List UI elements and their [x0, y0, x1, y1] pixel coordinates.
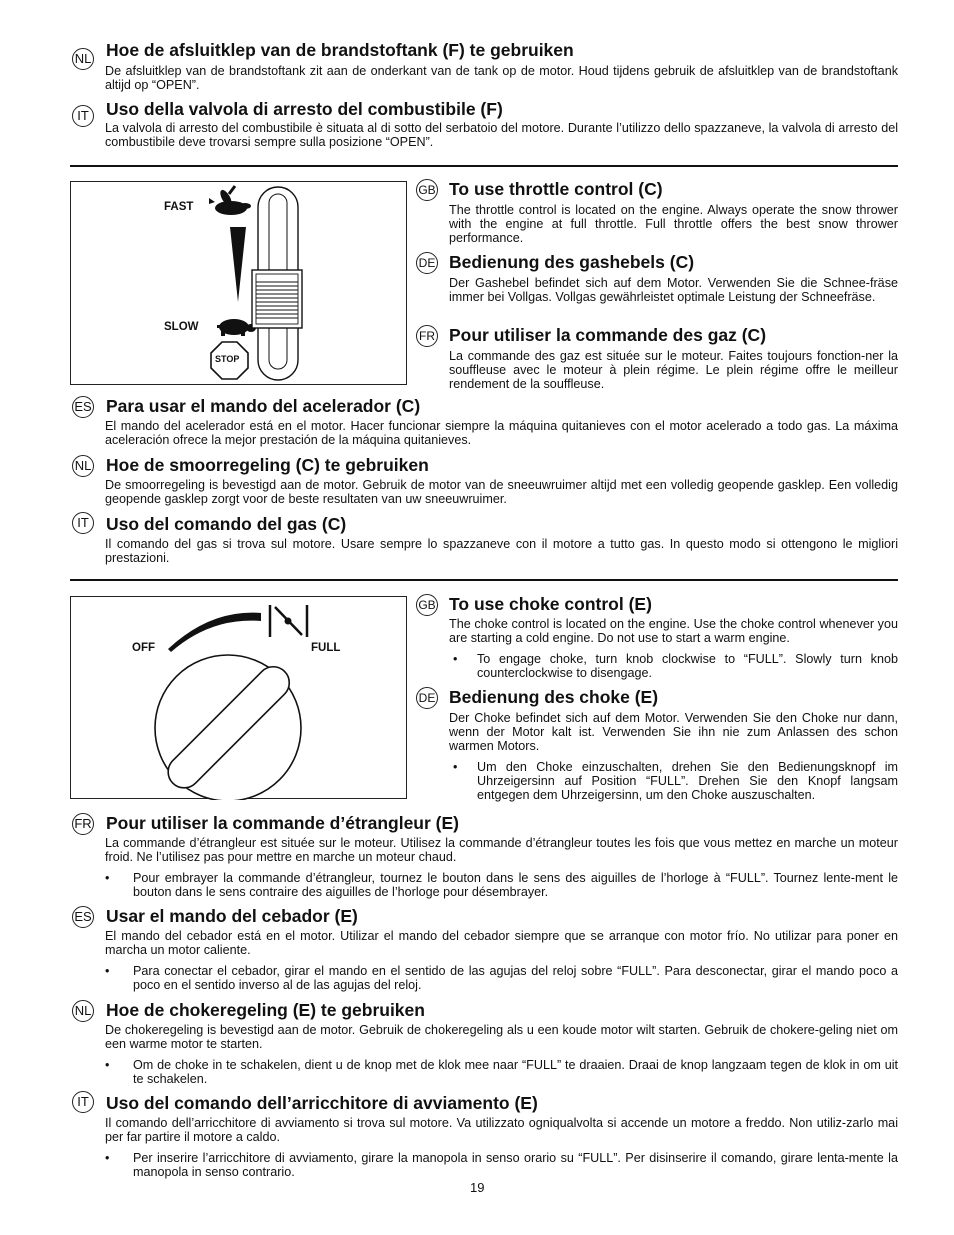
bullet-dot: •: [453, 652, 458, 666]
bullet-item: [105, 871, 898, 899]
lang-badge: FR: [72, 813, 94, 835]
section-body: La commande d’étrangleur est située sur le moteur. Utilisez la commande d’étrangleur toutes les fois que vous mettez en marche un moteur froid. Ne l’utilisez pas pour mettre en marche un moteur chaud.: [105, 836, 898, 864]
throttle-lever: [252, 270, 302, 328]
section-body: The choke control is located on the engine. Use the choke control whenever you are starting a cold engine. Do not use to start a warm engine.: [449, 617, 898, 645]
section-es-choke: [70, 904, 898, 992]
bullet-text: Om de choke in te schakelen, dient u de knop met de klok mee naar “FULL” te draaien. Draai de knop langzaam tegen de klok in om uit te schakelen.: [133, 1058, 898, 1086]
choke-symbol-icon: [270, 605, 307, 637]
choke-figure: [70, 596, 407, 799]
choke-diagram: [71, 597, 408, 800]
section-es-throttle: [70, 394, 898, 447]
section-body: De smoorregeling is bevestigd aan de motor. Gebruik de motor van de sneeuwruimer altijd met een volledig geopende gasklep. Een volledig geopende gasklep zorgt voor de beste resultaten van uw sneeuwruimer.: [105, 478, 898, 506]
section-title: Pour utiliser la commande d’étrangleur (E): [106, 813, 459, 833]
section-title: To use choke control (E): [449, 594, 652, 614]
section-body: Der Choke befindet sich auf dem Motor. Verwenden Sie den Choke nur dann, wenn der Motor kalt ist. Verwenden Sie ihn nie zum Anlassen des schon warmen Motors.: [449, 711, 898, 753]
lang-badge: DE: [416, 687, 438, 709]
section-body: La commande des gaz est située sur le moteur. Faites toujours fonction-ner la souffleuse avec le moteur à plein régime. Le plein régime offre le meilleur rendement de la souffleuse.: [449, 349, 898, 391]
turtle-icon: [217, 319, 256, 336]
section-title: Hoe de afsluitklep van de brandstoftank (F) te gebruiken: [106, 40, 574, 60]
throttle-diagram: [71, 182, 408, 386]
bullet-dot: •: [105, 1058, 110, 1072]
section-body: Il comando dell’arricchitore di avviamento si trova sul motore. Va utilizzato ogniqualvolta si accende un motore a freddo. Non utiliz-zarlo mai per far partire il motore a caldo.: [105, 1116, 898, 1144]
rabbit-icon: [209, 186, 251, 215]
divider: [70, 165, 898, 167]
stop-label: STOP: [215, 354, 240, 364]
page-number: 19: [470, 1180, 485, 1195]
speed-wedge: [230, 227, 246, 302]
lang-badge: DE: [416, 252, 438, 274]
section-de-choke: [414, 685, 898, 802]
lang-badge: FR: [416, 325, 438, 347]
section-de-throttle: [414, 250, 898, 304]
section-nl-throttle: [70, 453, 898, 506]
section-body: De afsluitklep van de brandstoftank zit aan de onderkant van de tank op de motor. Houd tijdens gebruik de afsluitklep van de brandstoftank altijd op “OPEN”.: [105, 64, 898, 92]
section-title: Uso del comando del gas (C): [106, 514, 347, 534]
fast-label: FAST: [164, 201, 194, 213]
lang-badge: ES: [72, 396, 94, 418]
section-it-throttle: [70, 512, 898, 565]
bullet-item: [105, 964, 898, 992]
section-title: Bedienung des gashebels (C): [449, 252, 695, 272]
lang-badge: IT: [72, 512, 94, 534]
section-body: De chokeregeling is bevestigd aan de motor. Gebruik de chokeregeling als u een koude motor wilt starten. Gebruik de chokere-geling niet om een warme motor te starten.: [105, 1023, 898, 1051]
bullet-text: Um den Choke einzuschalten, drehen Sie den Bedienungsknopf im Uhrzeigersinn auf Position “FULL”. Drehen Sie den Knopf langsam entgegen dem Uhrzeigersinn, um den Choke auszuschalten.: [477, 760, 898, 802]
lang-badge: IT: [72, 1091, 94, 1113]
section-title: Hoe de chokeregeling (E) te gebruiken: [106, 1000, 425, 1020]
section-title: Bedienung des choke (E): [449, 687, 659, 707]
bullet-text: Pour embrayer la commande d’étrangleur, tournez le bouton dans le sens des aiguilles de l’horloge à “FULL”. Tournez lente-ment le bouton dans le sens contraire des aiguilles de l’horloge pour désembrayer.: [133, 871, 898, 899]
bullet-dot: •: [105, 964, 110, 978]
bullet-item: [453, 652, 898, 680]
off-label: OFF: [132, 642, 155, 654]
lang-badge: ES: [72, 906, 94, 928]
rotation-arrow: [168, 613, 261, 652]
section-body: Il comando del gas si trova sul motore. Usare sempre lo spazzaneve con il motore a tutto gas. In questo modo si ottengono le migliori prestazioni.: [105, 537, 898, 565]
bullet-item: [453, 760, 898, 802]
bullet-text: Per inserire l’arricchitore di avviamento, girare la manopola in senso orario su “FULL”. Per disinserire il comando, girare lenta-mente la manopola in senso contrario.: [133, 1151, 898, 1179]
section-body: El mando del cebador está en el motor. Utilizar el mando del cebador siempre que se arranque con motor frío. No utilizar para poner en marcha un motor caliente.: [105, 929, 898, 957]
section-title: Uso del comando dell’arricchitore di avviamento (E): [106, 1093, 538, 1113]
lang-badge: NL: [72, 455, 94, 477]
section-body: La valvola di arresto del combustibile è situata al di sotto del serbatoio del motore. Durante l’utilizzo dello spazzaneve, la valvola di arresto del combustibile deve trovarsi sempre sulla posizione “OPEN”.: [105, 121, 898, 149]
bullet-dot: •: [453, 760, 458, 774]
lang-badge: IT: [72, 105, 94, 127]
section-it-choke: [70, 1091, 898, 1179]
section-gb-throttle: [414, 177, 898, 245]
divider: [70, 579, 898, 581]
section-nl-fuel-valve: [70, 38, 898, 92]
section-it-fuel-valve: [70, 97, 898, 149]
bullet-item: [105, 1151, 898, 1179]
section-nl-choke: [70, 998, 898, 1086]
section-body: The throttle control is located on the engine. Always operate the snow thrower with the engine at full throttle. Full throttle offers the best snow thrower performance.: [449, 203, 898, 245]
section-body: Der Gashebel befindet sich auf dem Motor. Verwenden Sie die Schnee-fräse immer bei Vollgas. Vollgas gewährleistet optimale Leistung der Schneefräse.: [449, 276, 898, 304]
lang-badge: GB: [416, 594, 438, 616]
section-title: Hoe de smoorregeling (C) te gebruiken: [106, 455, 429, 475]
section-title: Uso della valvola di arresto del combustibile (F): [106, 99, 503, 119]
section-fr-throttle: [414, 323, 898, 391]
section-title: Pour utiliser la commande des gaz (C): [449, 325, 767, 345]
bullet-text: To engage choke, turn knob clockwise to “FULL”. Slowly turn knob counterclockwise to disengage.: [477, 652, 898, 680]
section-fr-choke: [70, 811, 898, 899]
section-gb-choke: [414, 592, 898, 680]
section-title: Para usar el mando del acelerador (C): [106, 396, 421, 416]
section-body: El mando del acelerador está en el motor. Hacer funcionar siempre la máquina quitanieves con el motor acelerado a todo gas. La máxima aceleración ofrece la mejor prestación de la máquina quitanieves.: [105, 419, 898, 447]
throttle-figure: [70, 181, 407, 385]
bullet-dot: •: [105, 871, 110, 885]
slow-label: SLOW: [164, 321, 199, 333]
lang-badge: GB: [416, 179, 438, 201]
lang-badge: NL: [72, 48, 94, 70]
section-title: To use throttle control (C): [449, 179, 663, 199]
bullet-dot: •: [105, 1151, 110, 1165]
bullet-text: Para conectar el cebador, girar el mando en el sentido de las agujas del reloj sobre “FULL”. Para desconectar, girar el mando poco a poco en el sentido inverso al de las agujas del reloj.: [133, 964, 898, 992]
section-title: Usar el mando del cebador (E): [106, 906, 358, 926]
bullet-item: [105, 1058, 898, 1086]
full-label: FULL: [311, 642, 341, 654]
lang-badge: NL: [72, 1000, 94, 1022]
